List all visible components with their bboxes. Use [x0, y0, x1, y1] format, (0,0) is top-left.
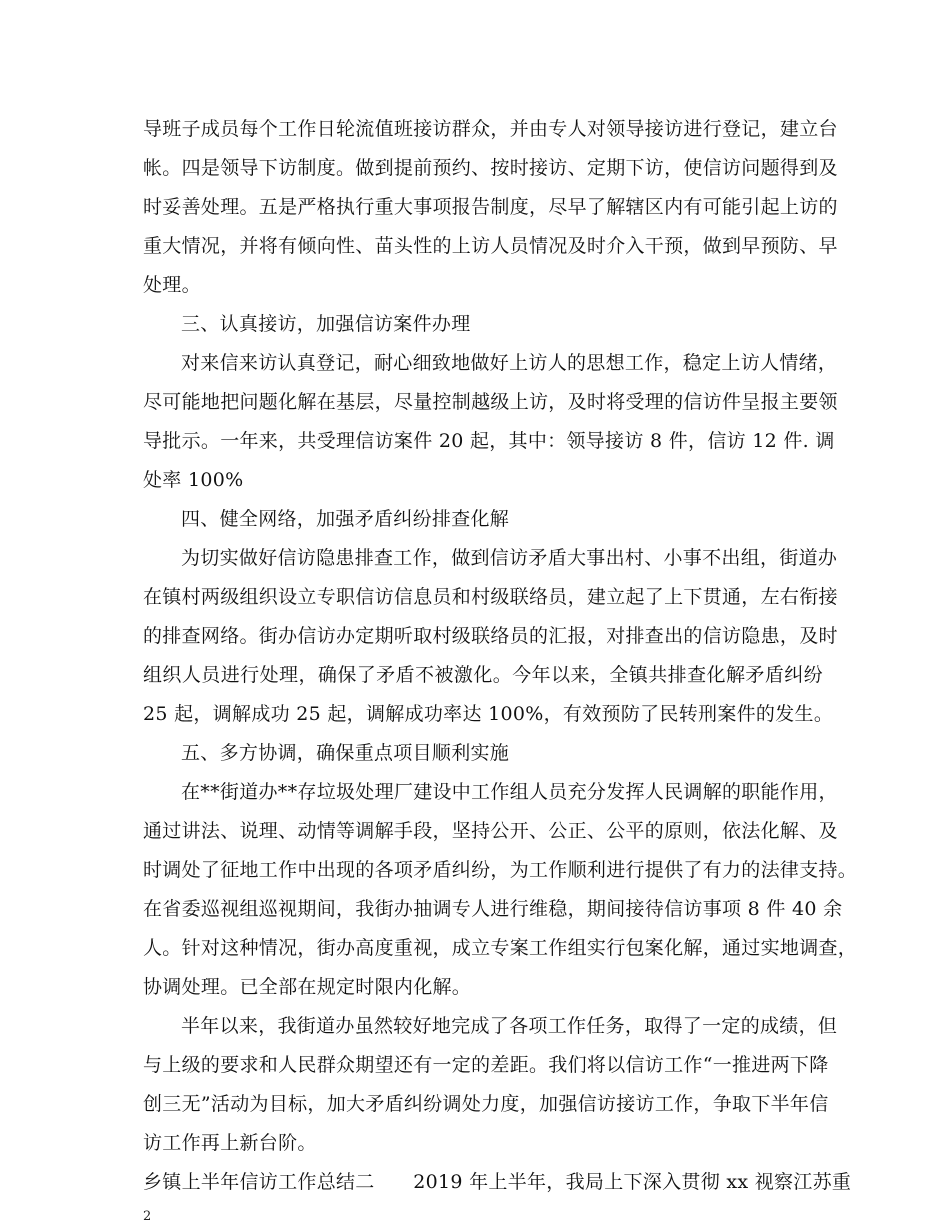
text-line: 协调处理。已全部在规定时限内化解。	[143, 976, 472, 998]
text-line: 乡镇上半年信访工作总结二 2019 年上半年，我局上下深入贯彻 xx 视察江苏重	[143, 1171, 852, 1193]
text-line: 时妥善处理。五是严格执行重大事项报告制度，尽早了解辖区内有可能引起上访的	[143, 196, 838, 218]
text-line: 人。针对这种情况，街办高度重视，成立专案工作组实行包案化解，通过实地调查，	[143, 937, 858, 959]
text-line: 通过讲法、说理、动情等调解手段，坚持公开、公正、公平的原则，依法化解、及	[143, 820, 838, 842]
text-line: 对来信来访认真登记，耐心细致地做好上访人的思想工作，稳定上访人情绪，	[181, 352, 838, 374]
text-line: 时调处了征地工作中出现的各项矛盾纠纷，为工作顺利进行提供了有力的法律支持。	[143, 859, 858, 881]
text-line: 与上级的要求和人民群众期望还有一定的差距。我们将以信访工作“一推进两下降	[143, 1054, 829, 1076]
text-line: 导批示。一年来，共受理信访案件 20 起，其中：领导接访 8 件，信访 12 件. 调	[143, 430, 835, 452]
text-line: 的排查网络。街办信访办定期听取村级联络员的汇报，对排查出的信访隐患，及时	[143, 625, 838, 647]
text-line: 帐。四是领导下访制度。做到提前预约、按时接访、定期下访，使信访问题得到及	[143, 157, 838, 179]
text-line: 处率 100%	[143, 469, 244, 491]
text-line: 尽可能地把问题化解在基层，尽量控制越级上访，及时将受理的信访件呈报主要领	[143, 391, 838, 413]
text-line: 半年以来，我街道办虽然较好地完成了各项工作任务，取得了一定的成绩，但	[181, 1015, 838, 1037]
page-number: 2	[143, 1209, 152, 1224]
section-heading: 五、多方协调，确保重点项目顺利实施	[181, 742, 510, 764]
section-heading: 三、认真接访，加强信访案件办理	[181, 313, 471, 335]
text-line: 访工作再上新台阶。	[143, 1132, 317, 1154]
text-line: 处理。	[143, 274, 201, 296]
section-heading: 四、健全网络，加强矛盾纠纷排查化解	[181, 508, 510, 530]
text-line: 为切实做好信访隐患排查工作，做到信访矛盾大事出村、小事不出组，街道办	[181, 547, 838, 569]
text-line: 创三无”活动为目标，加大矛盾纠纷调处力度，加强信访接访工作，争取下半年信	[143, 1093, 829, 1115]
text-line: 导班子成员每个工作日轮流值班接访群众，并由专人对领导接访进行登记，建立台	[143, 118, 838, 140]
text-line: 组织人员进行处理，确保了矛盾不被激化。今年以来，全镇共排查化解矛盾纠纷	[143, 664, 823, 686]
text-line: 在**街道办**存垃圾处理厂建设中工作组人员充分发挥人民调解的职能作用，	[181, 781, 838, 803]
text-line: 在镇村两级组织设立专职信访信息员和村级联络员，建立起了上下贯通，左右衔接	[143, 586, 838, 608]
text-line: 25 起，调解成功 25 起，调解成功率达 100%，有效预防了民转刑案件的发生。	[143, 703, 834, 725]
text-line: 在省委巡视组巡视期间，我街办抽调专人进行维稳，期间接待信访事项 8 件 40 余	[143, 898, 843, 920]
text-line: 重大情况，并将有倾向性、苗头性的上访人员情况及时介入干预，做到早预防、早	[143, 235, 838, 257]
